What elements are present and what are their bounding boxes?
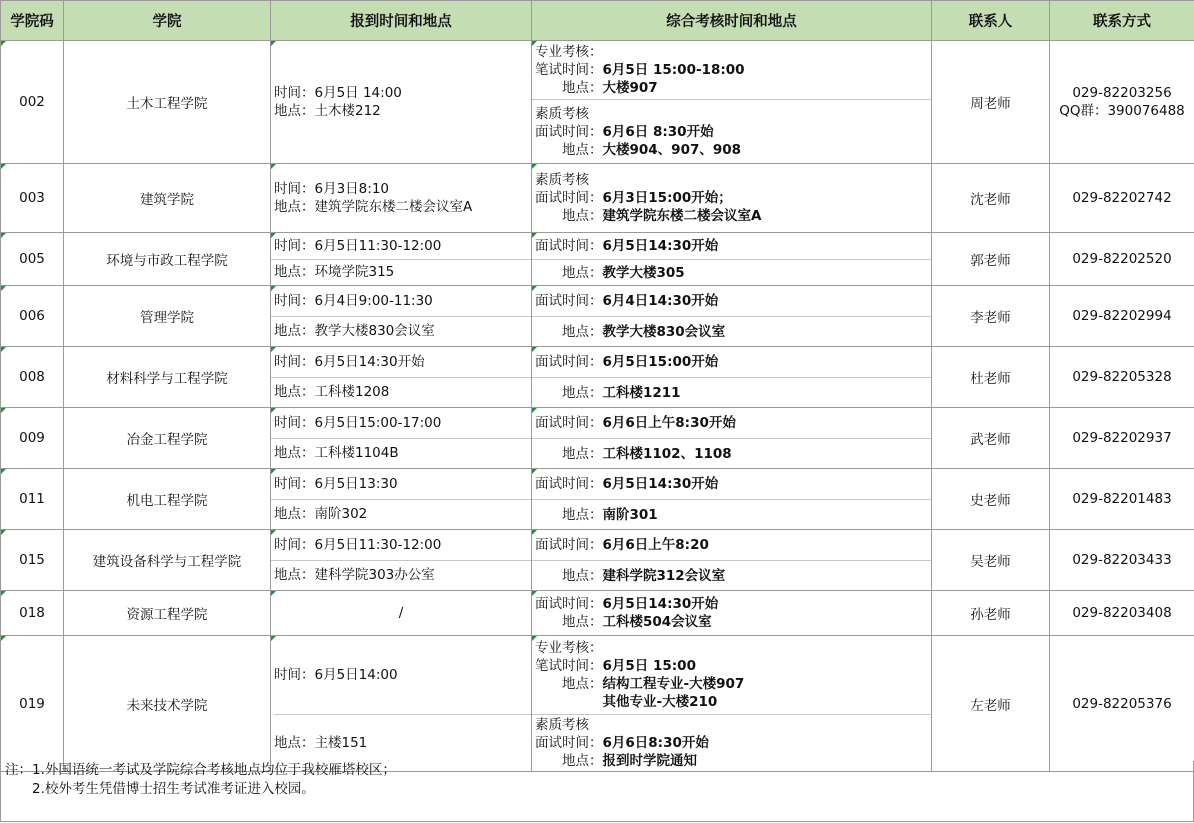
assessment-value: 结构工程专业-大楼907 [602,676,745,692]
registration-cell [271,530,532,591]
assessment-block [532,438,931,468]
assessment-label: 地点： [535,141,603,158]
assessment-type: 素质考核 [535,105,589,122]
phone-cell [1050,347,1194,408]
assessment-label: 地点： [535,753,603,769]
registration-place: 地点：工科楼1208 [271,377,531,407]
table-row [1,408,1194,469]
table-row [1,233,1194,286]
table-row [1,41,1194,164]
qq-group: QQ群：390076488 [1059,103,1185,119]
registration-block [271,84,531,120]
contact-person: 孙老师 [932,591,1050,636]
phone-number: 029-82203433 [1072,552,1172,568]
phone-number: 029-82203408 [1072,605,1172,621]
assessment-label: 面试时间： [535,476,603,492]
assessment-type: 专业考核： [535,44,603,60]
header-code: 学院码 [1,1,64,41]
notes [0,761,1194,822]
phone-cell [1050,233,1194,286]
registration-time: 时间：6月5日11:30-12:00 [274,238,442,254]
registration-time: 时间：6月3日8:10 [274,181,389,197]
assessment-block [532,469,931,499]
phone-number: 029-82202742 [1072,190,1172,206]
assessment-block [532,560,931,590]
assessment-label: 地点： [535,384,603,401]
college-code: 009 [1,408,64,469]
assessment-block [532,499,931,529]
table-row [1,636,1194,772]
assessment-type: 专业考核： [535,640,603,656]
contact-person: 武老师 [932,408,1050,469]
assessment-label: 地点： [535,676,603,692]
assessment-label [535,694,603,710]
assessment-line [532,657,931,675]
registration-time: 时间：6月5日13:30 [274,476,398,492]
assessment-cell [532,469,932,530]
assessment-value: 6月5日14:30开始 [602,238,719,254]
note-line: 注：1.外国语统一考试及学院综合考核地点均位于我校雁塔校区； [5,762,396,778]
assessment-line [532,414,931,432]
college-code: 008 [1,347,64,408]
assessment-line [532,595,931,613]
assessment-line [532,61,931,79]
assessment-value: 报到时学院通知 [602,753,697,769]
phone-cell [1050,164,1194,233]
registration-place: 地点：南阶302 [271,499,531,529]
assessment-line [532,675,931,693]
registration-place: 地点：教学大楼830会议室 [271,316,531,346]
assessment-value: 大楼907 [602,80,658,96]
college-name: 资源工程学院 [64,591,271,636]
phone-cell [1050,41,1194,164]
assessment-cell [532,530,932,591]
assessment-value: 6月3日15:00开始； [602,190,732,206]
note-line: 2.校外考生凭借博士招生考试准考证进入校园。 [5,781,315,797]
registration-time: 时间：6月5日14:00 [274,667,398,683]
contact-person: 杜老师 [932,347,1050,408]
table-row [1,591,1194,636]
assessment-line [532,264,931,282]
assessment-label: 面试时间： [535,596,603,612]
phone-number: 029-82202937 [1072,430,1172,446]
phone-cell [1050,469,1194,530]
contact-person: 郭老师 [932,233,1050,286]
college-name: 冶金工程学院 [64,408,271,469]
registration-cell [271,347,532,408]
assessment-value: 6月4日14:30开始 [602,293,719,309]
registration-time: 时间：6月5日14:30开始 [274,354,425,370]
college-code: 002 [1,41,64,164]
contact-person: 沈老师 [932,164,1050,233]
college-name: 材料科学与工程学院 [64,347,271,408]
registration-cell [271,41,532,164]
registration-cell [271,591,532,636]
registration-cell [271,286,532,347]
assessment-cell [532,233,932,286]
header-registration: 报到时间和地点 [271,1,532,41]
table-row [1,530,1194,591]
registration-time: 时间：6月5日15:00-17:00 [274,415,442,431]
assessment-block [532,377,931,407]
assessment-block [532,233,931,259]
college-code: 005 [1,233,64,286]
college-code: 018 [1,591,64,636]
assessment-label: 面试时间： [535,123,603,140]
assessment-line [532,323,931,341]
assessment-line [532,141,931,159]
assessment-block [532,591,931,635]
assessment-line [532,353,931,371]
phone-cell [1050,530,1194,591]
assessment-value: 6月5日14:30开始 [602,596,719,612]
assessment-label: 地点： [535,80,603,96]
phone-number: 029-82205328 [1072,369,1172,385]
registration-place: 地点：工科楼1104B [271,438,531,468]
assessment-block [532,259,931,285]
registration-time: 时间：6月5日11:30-12:00 [274,537,442,553]
assessment-block [532,408,931,438]
phone-cell [1050,408,1194,469]
registration-text: / [398,605,404,621]
assessment-label: 地点： [535,567,603,584]
assessment-line [532,734,931,752]
assessment-line [532,693,931,711]
assessment-block [532,636,931,714]
registration-cell [271,469,532,530]
assessment-value: 6月6日上午8:20 [602,537,709,553]
table-row [1,286,1194,347]
assessment-value: 工科楼1102、1108 [602,445,732,462]
assessment-value: 6月6日8:30开始 [602,735,709,751]
assessment-value: 工科楼1211 [602,384,681,401]
assessment-line [532,79,931,97]
assessment-label: 面试时间： [535,537,603,553]
assessment-line [532,475,931,493]
header-phone: 联系方式 [1050,1,1194,41]
assessment-label: 面试时间： [535,190,603,206]
assessment-line [532,567,931,585]
college-code: 019 [1,636,64,772]
registration-place: 地点：环境学院315 [271,259,531,285]
table-row [1,347,1194,408]
college-name: 环境与市政工程学院 [64,233,271,286]
assessment-cell [532,591,932,636]
assessment-block [532,530,931,560]
assessment-type: 素质考核 [535,172,589,188]
assessment-value: 大楼904、907、908 [602,141,742,158]
registration-place: 地点：土木楼212 [274,103,381,119]
table-row [1,469,1194,530]
assessment-label: 面试时间： [535,415,603,431]
header-college: 学院 [64,1,271,41]
college-name: 建筑设备科学与工程学院 [64,530,271,591]
assessment-value: 6月5日 15:00 [602,658,696,674]
assessment-value: 南阶301 [602,506,658,523]
college-name: 管理学院 [64,286,271,347]
assessment-line [532,536,931,554]
assessment-value: 6月5日15:00开始 [602,354,719,370]
contact-person: 左老师 [932,636,1050,772]
assessment-block [532,41,931,99]
assessment-block [532,164,931,232]
assessment-line [532,123,931,141]
assessment-value: 6月6日上午8:30开始 [602,415,736,431]
registration-cell [271,408,532,469]
assessment-label: 地点： [535,323,603,340]
contact-person: 吴老师 [932,530,1050,591]
header-contact: 联系人 [932,1,1050,41]
assessment-label: 地点： [535,506,603,523]
assessment-line [532,207,931,225]
assessment-value: 6月5日14:30开始 [602,476,719,492]
phone-cell [1050,286,1194,347]
registration-time: 时间：6月5日 14:00 [274,85,402,101]
phone-number: 029-82203256 [1072,85,1172,101]
college-name: 建筑学院 [64,164,271,233]
college-name: 机电工程学院 [64,469,271,530]
assessment-line [532,292,931,310]
college-code: 011 [1,469,64,530]
registration-place: 地点：建科学院303办公室 [271,560,531,590]
assessment-label: 地点： [535,208,603,224]
assessment-line [532,445,931,463]
registration-block [271,636,531,771]
assessment-line [532,384,931,402]
assessment-label: 面试时间： [535,735,603,751]
phone-number: 029-82205376 [1072,695,1172,712]
assessment-label: 地点： [535,614,603,630]
assessment-label: 面试时间： [535,238,603,254]
assessment-line [532,506,931,524]
table-row [1,164,1194,233]
registration-cell [271,164,532,233]
assessment-value: 其他专业-大楼210 [602,694,718,710]
phone-number: 029-82202520 [1072,251,1172,267]
assessment-line [532,237,931,255]
assessment-cell [532,41,932,164]
phone-number: 029-82201483 [1072,491,1172,507]
assessment-value: 教学大楼830会议室 [602,323,726,340]
assessment-value: 教学大楼305 [602,264,685,281]
college-name: 土木工程学院 [64,41,271,164]
assessment-cell [532,636,932,772]
assessment-line [532,189,931,207]
assessment-cell [532,286,932,347]
phone-cell [1050,591,1194,636]
phone-number: 029-82202994 [1072,308,1172,324]
college-code: 003 [1,164,64,233]
assessment-label: 笔试时间： [535,62,603,78]
college-code: 006 [1,286,64,347]
assessment-value: 6月6日 8:30开始 [602,123,714,140]
assessment-block [532,316,931,346]
contact-person: 史老师 [932,469,1050,530]
registration-place: 地点：建筑学院东楼二楼会议室A [274,199,473,215]
assessment-value: 6月5日 15:00-18:00 [602,62,745,78]
header-assessment: 综合考核时间和地点 [532,1,932,41]
registration-cell [271,233,532,286]
phone-cell [1050,636,1194,772]
assessment-block [532,286,931,316]
assessment-cell [532,408,932,469]
college-code: 015 [1,530,64,591]
header-row [1,1,1194,41]
registration-time: 时间：6月4日9:00-11:30 [274,293,433,309]
assessment-label: 地点： [535,264,603,281]
assessment-label: 笔试时间： [535,658,603,674]
assessment-block [532,347,931,377]
assessment-value: 工科楼504会议室 [602,614,712,630]
assessment-block [532,99,931,163]
assessment-value: 建筑学院东楼二楼会议室A [602,208,762,224]
registration-cell [271,636,532,772]
assessment-label: 面试时间： [535,354,603,370]
assessment-type: 素质考核 [535,717,589,733]
assessment-line [532,613,931,631]
contact-person: 周老师 [932,41,1050,164]
assessment-cell [532,164,932,233]
contact-person: 李老师 [932,286,1050,347]
registration-place: 地点：主楼151 [274,714,531,771]
assessment-label: 面试时间： [535,293,603,309]
assessment-cell [532,347,932,408]
registration-block [271,180,531,216]
assessment-label: 地点： [535,445,603,462]
assessment-value: 建科学院312会议室 [602,567,726,584]
college-name: 未来技术学院 [64,636,271,772]
